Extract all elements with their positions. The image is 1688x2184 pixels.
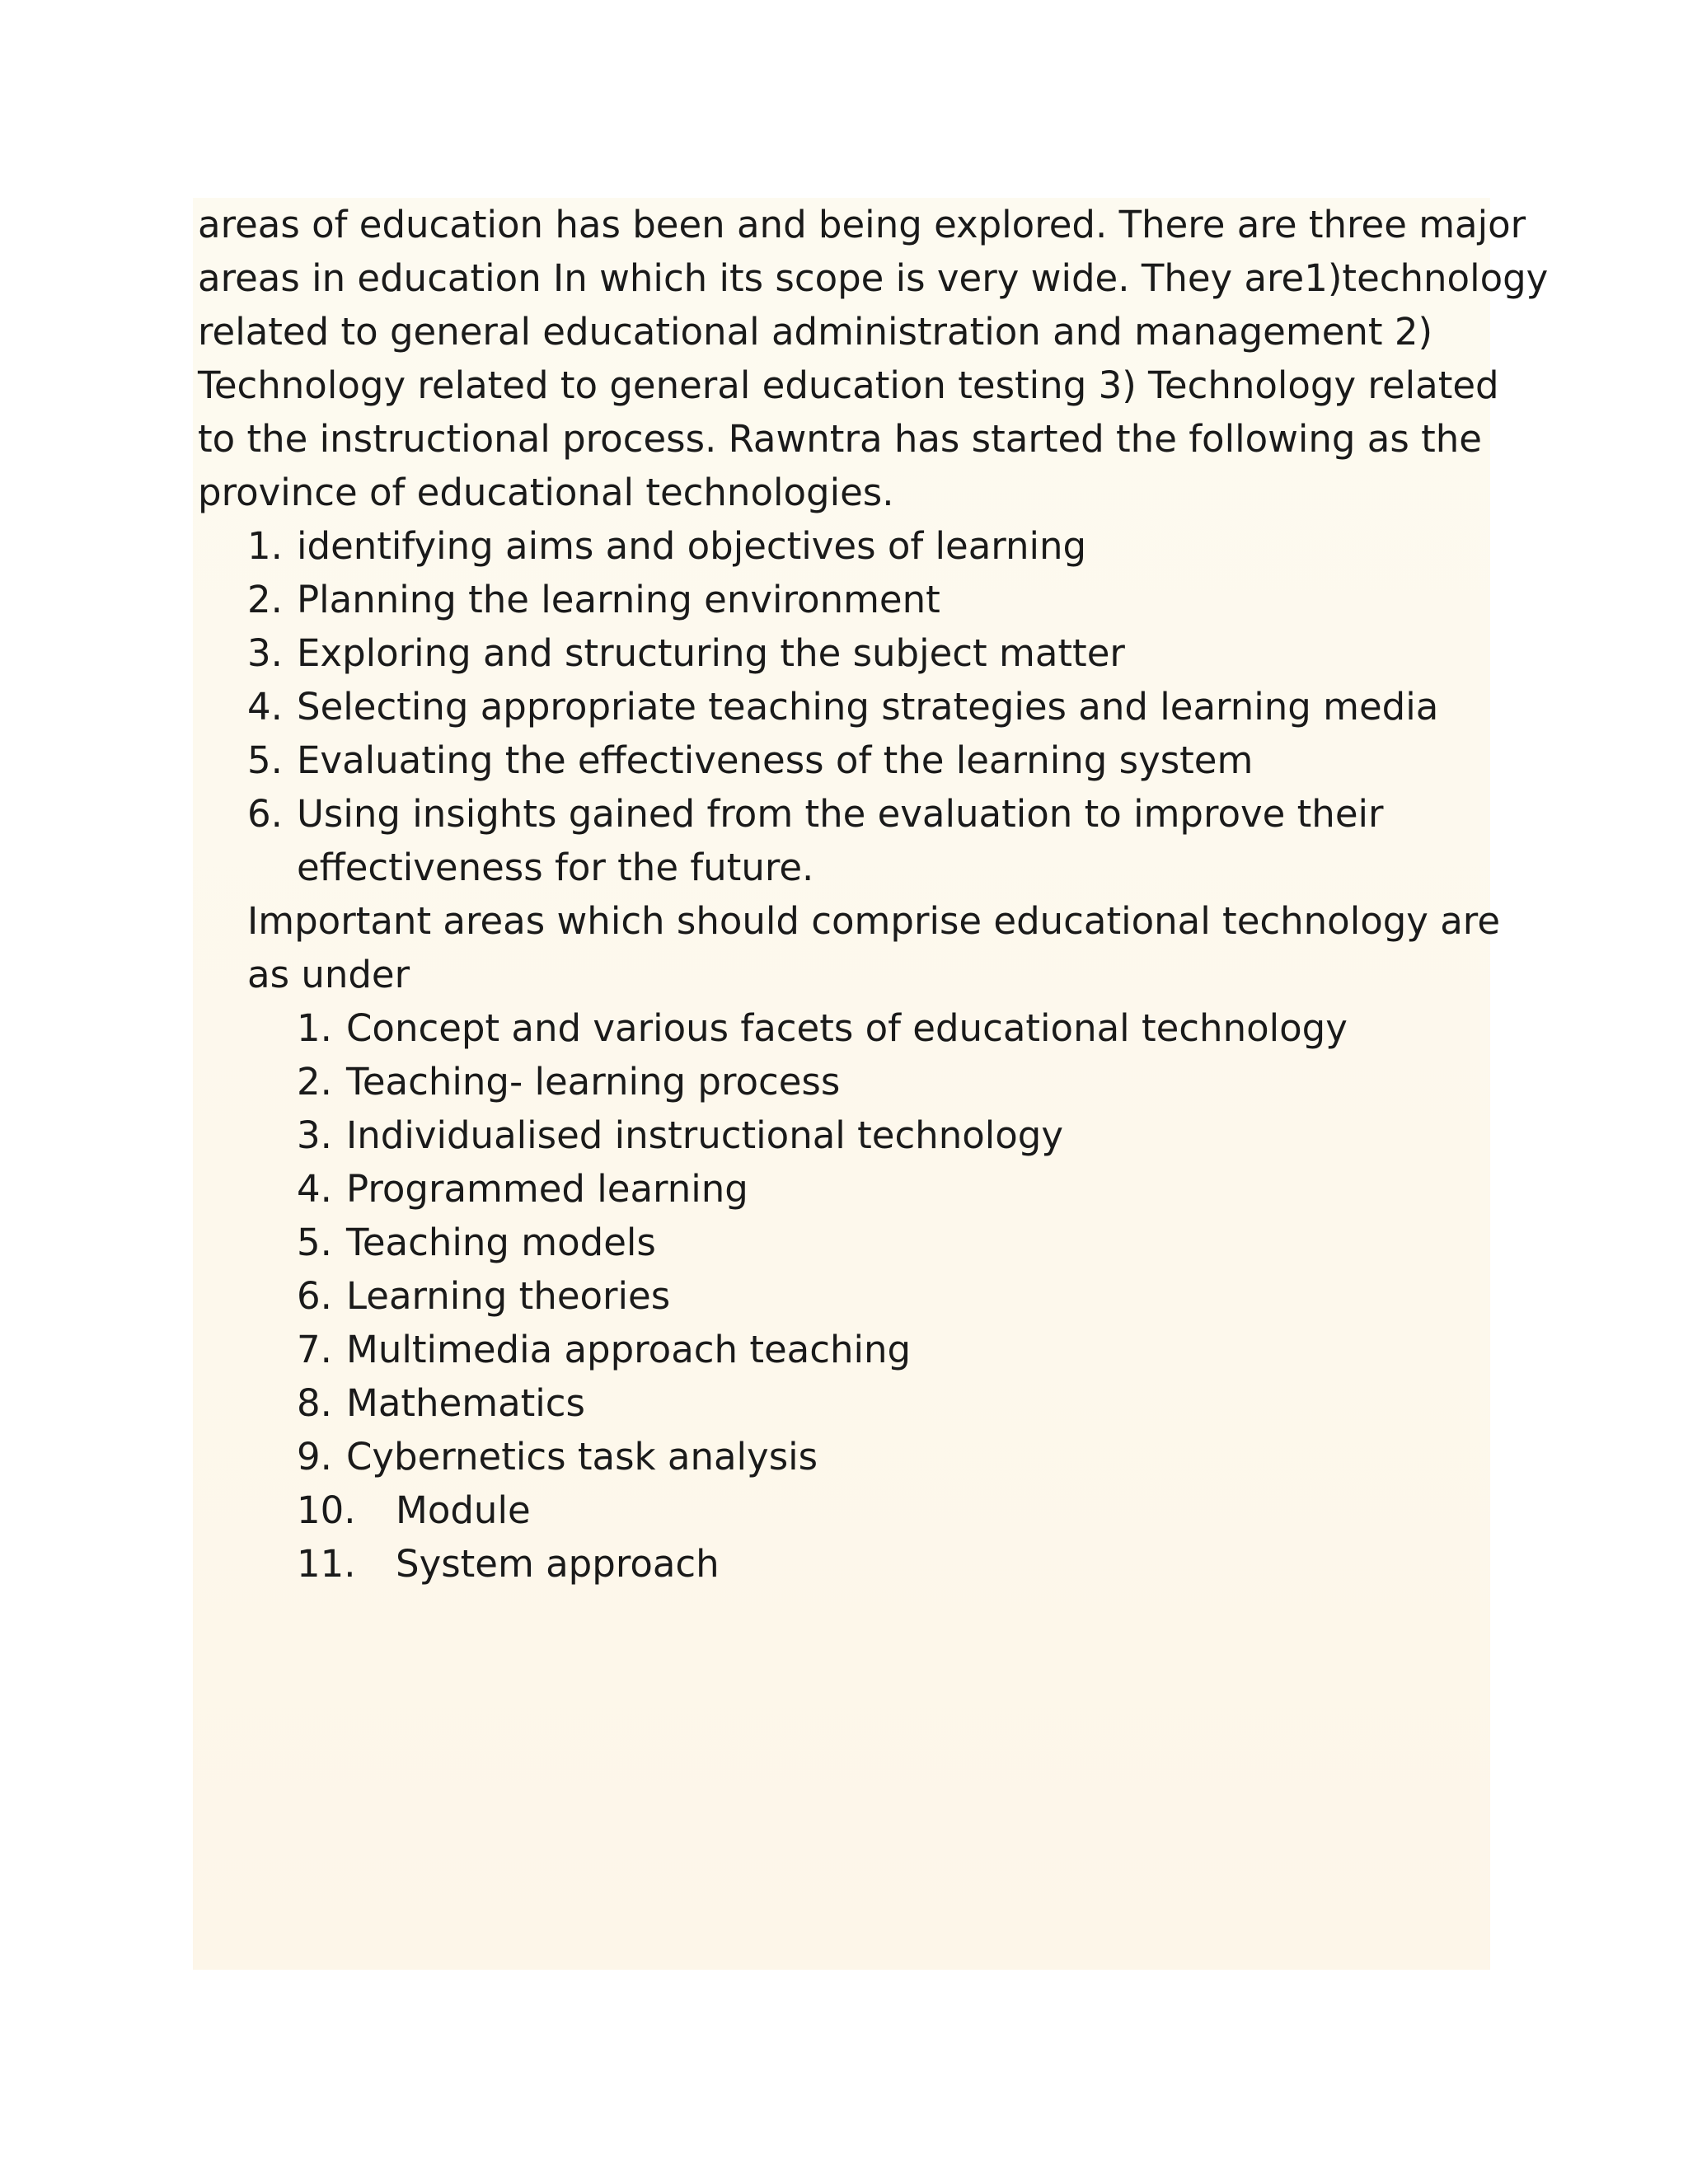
list-item-text: Cybernetics task analysis bbox=[346, 1435, 818, 1479]
list-number: 5. bbox=[297, 1221, 332, 1264]
list-number: 2. bbox=[247, 578, 283, 621]
list-item-text: Mathematics bbox=[346, 1381, 585, 1425]
list-item bbox=[247, 519, 1500, 573]
list-number: 1. bbox=[297, 1006, 332, 1050]
areas-list bbox=[198, 1001, 1500, 1591]
list-number: 11. bbox=[297, 1542, 356, 1586]
list-item bbox=[297, 1323, 1500, 1376]
list-item bbox=[297, 1108, 1500, 1162]
list-item-text: effectiveness for the future. bbox=[297, 846, 814, 889]
list-item bbox=[297, 1537, 1500, 1591]
areas-intro-paragraph bbox=[198, 894, 1500, 1001]
text-line: Technology related to general education testing 3) Technology related bbox=[198, 363, 1499, 407]
list-item-text: Multimedia approach teaching bbox=[346, 1328, 912, 1371]
list-item-text: Teaching- learning process bbox=[346, 1060, 841, 1104]
list-item bbox=[297, 1269, 1500, 1323]
list-item-text: Concept and various facets of educational technology bbox=[346, 1006, 1348, 1050]
list-item-text: Planning the learning environment bbox=[297, 578, 940, 621]
list-item-text: Programmed learning bbox=[346, 1167, 748, 1211]
list-item-text: Evaluating the effectiveness of the learning system bbox=[297, 738, 1254, 782]
text-line: related to general educational administration and management 2) bbox=[198, 310, 1433, 354]
list-item bbox=[247, 573, 1500, 626]
list-number: 1. bbox=[247, 524, 283, 568]
list-item bbox=[297, 1162, 1500, 1216]
list-item-text: Using insights gained from the evaluation to improve their bbox=[297, 792, 1384, 836]
text-line: to the instructional process. Rawntra has started the following as the bbox=[198, 417, 1482, 461]
list-item-text: Selecting appropriate teaching strategies and learning media bbox=[297, 685, 1439, 729]
list-item bbox=[247, 787, 1500, 894]
list-item bbox=[297, 1216, 1500, 1269]
list-number: 9. bbox=[297, 1435, 332, 1479]
list-number: 3. bbox=[297, 1113, 332, 1157]
text-line: areas in education In which its scope is very wide. They are1)technology bbox=[198, 256, 1549, 300]
intro-paragraph bbox=[198, 198, 1549, 519]
text-line: Important areas which should comprise educational technology are bbox=[247, 899, 1501, 943]
list-number: 7. bbox=[297, 1328, 332, 1371]
list-item-text: Module bbox=[396, 1488, 531, 1532]
list-item bbox=[247, 626, 1500, 680]
list-item bbox=[297, 1376, 1500, 1430]
list-item-text: Teaching models bbox=[346, 1221, 656, 1264]
list-number: 6. bbox=[247, 792, 283, 836]
list-item bbox=[297, 1001, 1500, 1055]
list-number: 6. bbox=[297, 1274, 332, 1318]
list-item-text: Exploring and structuring the subject matter bbox=[297, 631, 1125, 675]
list-item bbox=[297, 1430, 1500, 1483]
document-body bbox=[198, 198, 1549, 1591]
list-number: 2. bbox=[297, 1060, 332, 1104]
list-item-text: identifying aims and objectives of learning bbox=[297, 524, 1087, 568]
list-number: 8. bbox=[297, 1381, 332, 1425]
list-item bbox=[297, 1055, 1500, 1108]
text-line: as under bbox=[247, 953, 410, 996]
list-item-text: System approach bbox=[396, 1542, 720, 1586]
list-number: 5. bbox=[247, 738, 283, 782]
list-item bbox=[297, 1483, 1500, 1537]
list-number: 4. bbox=[297, 1167, 332, 1211]
province-list bbox=[198, 519, 1500, 894]
list-item-text: Individualised instructional technology bbox=[346, 1113, 1063, 1157]
list-item bbox=[247, 733, 1500, 787]
list-number: 10. bbox=[297, 1488, 356, 1532]
list-number: 3. bbox=[247, 631, 283, 675]
text-line: province of educational technologies. bbox=[198, 471, 894, 514]
list-number: 4. bbox=[247, 685, 283, 729]
text-line: areas of education has been and being explored. There are three major bbox=[198, 203, 1526, 246]
list-item-text: Learning theories bbox=[346, 1274, 671, 1318]
list-item bbox=[247, 680, 1500, 733]
